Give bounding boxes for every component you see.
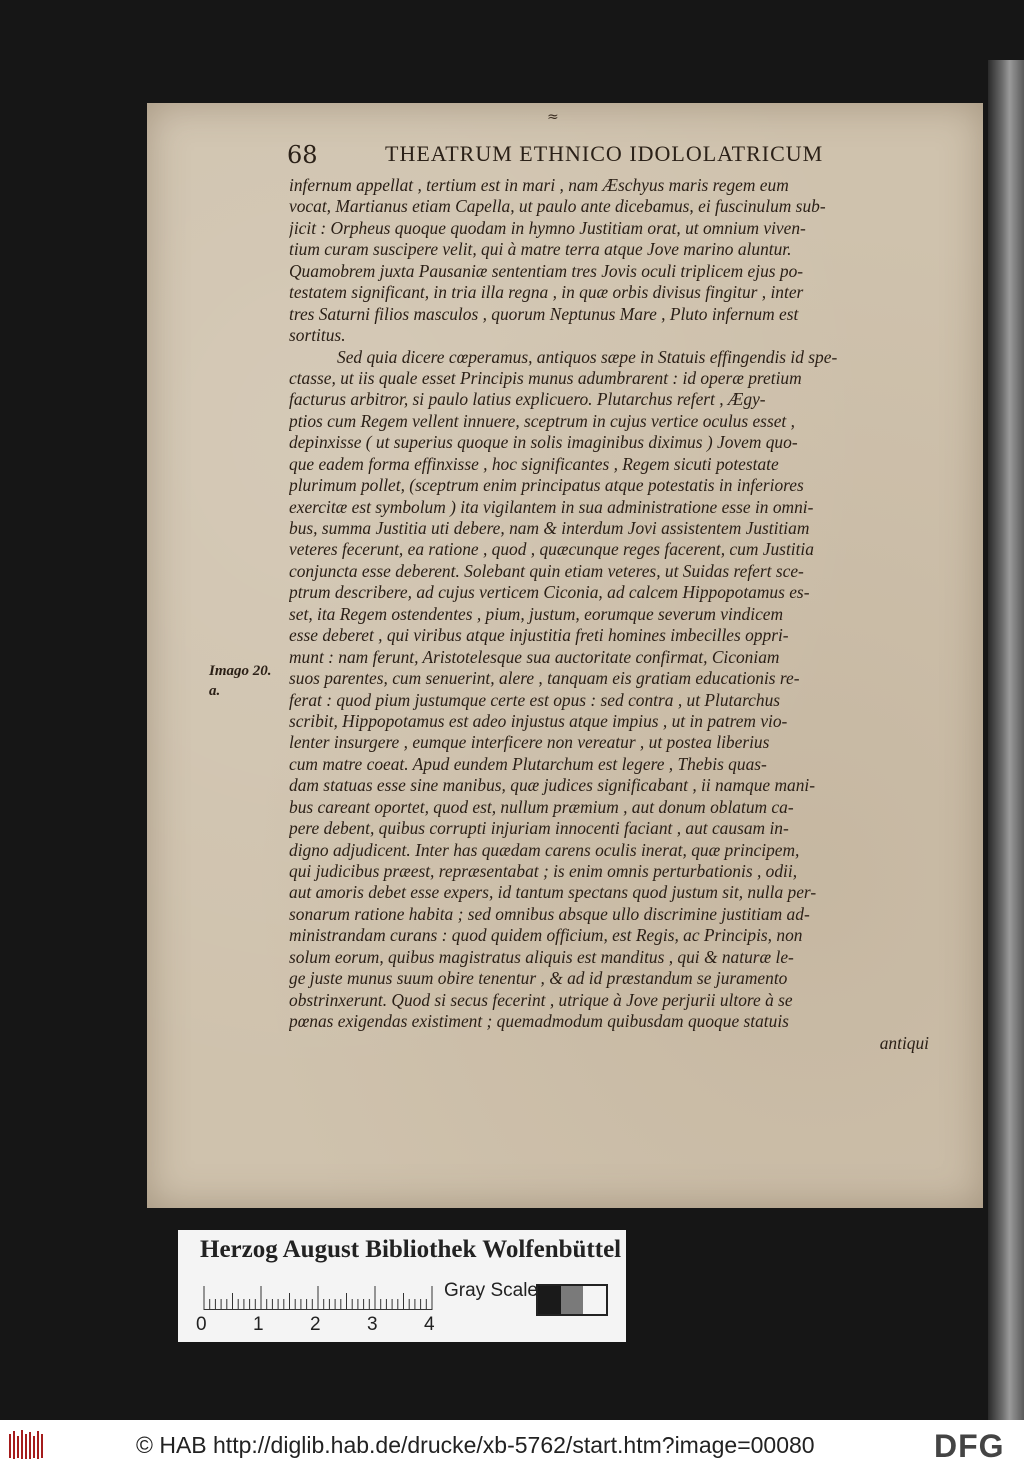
text-line: ge juste munus suum obire tenentur , & ad id præstandum se juramento (289, 968, 788, 989)
text-line: facturus arbitror, si paulo latius explicuero. Plutarchus refert , Ægy- (289, 389, 766, 410)
text-line: dam statuas esse sine manibus, quæ judices significabant , ii namque mani- (289, 775, 816, 796)
text-line: scribit, Hippopotamus est adeo injustus atque impius , ut in patrem vio- (289, 710, 788, 731)
margin-note (209, 661, 272, 701)
text-line: vocat, Martianus etiam Capella, ut paulo ante dicebamus, ei fuscinulum sub- (289, 196, 826, 217)
text-line: qui judicibus præest, repræsentabat ; is enim omnis perturbationis , odii, (289, 861, 798, 881)
text-line: depinxisse ( ut superius quoque in solis imaginibus diximus ) Jovem quo- (289, 432, 798, 453)
footer-bar (0, 1420, 1024, 1471)
ruler-number: 2 (310, 1314, 321, 1335)
ruler-numbers (196, 1314, 456, 1336)
grayscale-cell (583, 1286, 606, 1314)
text-line: pœnas exigendas existiment ; quemadmodum quibusdam quoque statuis (289, 1011, 789, 1032)
adjacent-page-edge (988, 60, 1024, 1420)
book-page (147, 103, 983, 1208)
text-line: digno adjudicent. Inter has quædam carens oculis inerat, quæ principem, (289, 839, 800, 860)
ruler-number: 4 (424, 1314, 435, 1335)
text-line: tium curam suscipere velit, qui à matre terra atque Jove marino aluntur. (289, 239, 792, 260)
header-ornament: ≈ (547, 109, 559, 125)
text-line: suos parentes, cum senuerint, alere , tanquam eis gratiam educationis re- (289, 668, 800, 689)
text-line: tres Saturni filios masculos , quorum Neptunus Mare , Pluto infernum est (289, 303, 799, 324)
ruler-number: 3 (367, 1314, 378, 1335)
copyright-url[interactable]: © HAB http://diglib.hab.de/drucke/xb-5762/start.htm?image=00080 (136, 1432, 815, 1458)
text-line: esse deberet , qui viribus atque injustitia freti homines imbecilles oppri- (289, 625, 789, 646)
text-line: Sed quia dicere cœperamus, antiquos sæpe in Statuis effingendis id spe- (337, 346, 838, 367)
margin-note-line: a. (209, 683, 221, 699)
text-line: aut amoris debet esse expers, id tantum spectans quod justum sit, nulla per- (289, 882, 817, 903)
text-line: ministrandam curans : quod quidem officium, est Regis, ac Principis, non (289, 925, 803, 946)
page-number: 68 (287, 141, 318, 169)
text-line: ctasse, ut iis quale esset Principis munus adumbrarent : id operæ pretium (289, 367, 802, 388)
text-line: infernum appellat , tertium est in mari , nam Æschyus maris regem eum (289, 175, 789, 195)
text-line: que eadem forma effinxisse , hoc significantes , Regem sicuti potestate (289, 453, 779, 474)
running-title: THEATRUM ETHNICO IDOLOLATRICUM (385, 141, 824, 166)
grayscale-swatch (536, 1284, 608, 1316)
body-text (289, 175, 929, 1054)
text-line: jicit : Orpheus quoque quodam in hymno Justitiam orat, ut omnium viven- (289, 217, 806, 238)
ruler-number: 1 (253, 1314, 264, 1335)
ruler-scale (202, 1286, 436, 1310)
text-line: bus, summa Justitia uti debere, nam & interdum Jovi assistentem Justitiam (289, 518, 810, 538)
text-line: cum matre coeat. Apud eundem Plutarchum est legere , Thebis quas- (289, 753, 767, 774)
text-line: lenter insurgere , eumque interficere non vereatur , ut postea liberius (289, 732, 770, 753)
text-line: plurimum pollet, (sceptrum enim principatus atque potestatis in inferiores (289, 475, 804, 496)
text-line: sonarum ratione habita ; sed omnibus absque ullo discrimine justitiam ad- (289, 903, 810, 924)
text-line: solum eorum, quibus magistratus aliquis est manditus , qui & naturæ le- (289, 946, 794, 967)
text-line: ferat : quod pium justumque certe est opus : sed contra , ut Plutarchus (289, 689, 781, 710)
text-line: exercitæ est symbolum ) ita vigilantem in sua administratione esse in omni- (289, 496, 814, 517)
text-line: ptios cum Regem vellent innuere, sceptrum in cujus vertice oculus esset , (289, 410, 795, 431)
text-line: munt : nam ferunt, Aristotelesque sua auctoritate confirmat, Ciconiam (289, 646, 780, 667)
text-line: testatem significant, in tria illa regna , in quæ orbis divisus fingitur , inter (289, 282, 804, 303)
ruler-number: 0 (196, 1314, 207, 1335)
grayscale-cell (538, 1286, 561, 1314)
library-name: Herzog August Bibliothek Wolfenbüttel (200, 1236, 622, 1263)
text-line: obstrinxerunt. Quod si secus fecerint , utrique à Jove perjurii ultore à se (289, 989, 793, 1010)
text-line: bus careant oportet, quod est, nullum præmium , aut donum oblatum ca- (289, 796, 794, 817)
text-line: sortitus. (289, 325, 346, 346)
grayscale-cell (561, 1286, 584, 1314)
text-line: Quamobrem juxta Pausaniæ sententiam tres Jovis oculi triplicem ejus po- (289, 260, 804, 281)
dfg-logo: DFG (934, 1428, 1005, 1464)
text-line: ptrum describere, ad cujus verticem Ciconia, ad calcem Hippopotamus es- (289, 582, 810, 603)
text-line: antiqui (879, 1032, 929, 1053)
text-line: veteres fecerunt, ea ratione , quod , quæcunque reges facerent, cum Justitia (289, 539, 814, 560)
text-line: set, ita Regem ostendentes , pium, justum, eorumque severum vindicem (289, 603, 784, 624)
hab-logo-icon (8, 1428, 46, 1462)
library-label-card (178, 1230, 626, 1342)
text-line: conjuncta esse deberent. Solebant quin etiam veteres, ut Suidas refert sce- (289, 560, 804, 581)
text-line: pere debent, quibus corrupti injuriam innocenti faciant , aut causam in- (289, 818, 789, 839)
grayscale-label: Gray Scale (444, 1280, 538, 1301)
margin-note-line: Imago 20. (209, 663, 272, 679)
